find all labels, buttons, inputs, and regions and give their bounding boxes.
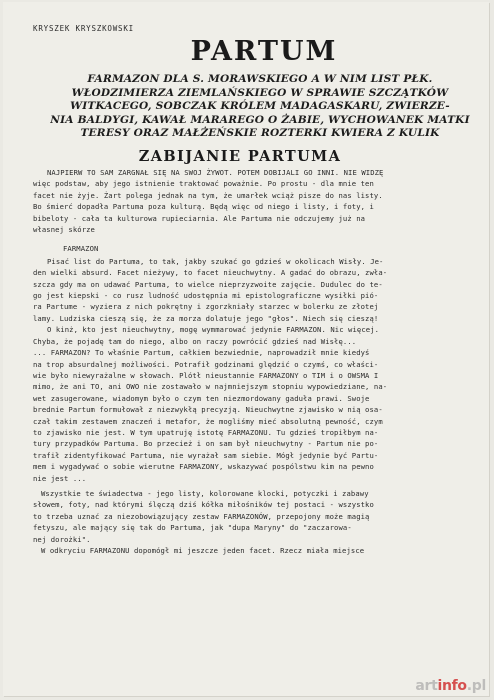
text-line: tury przypadków Partuma. Bo przecież i on sam był nieuchwytny - Partum nie po- [33,439,379,449]
intro-paragraph [33,167,483,235]
site-watermark [415,678,486,694]
subtitle-line: TERESY ORAZ MAŁŻEŃSKIE ROZTERKI KWIERA Z KULIK [80,127,440,139]
text-line: słowem, foty, nad którymi ślęczą dziś kółka miłośników tej postaci - wszystko [33,500,374,510]
text-line: wet zasugerowane, wiadomym było o czym ten niezmordowany gaduła prawi. Swoje [33,393,370,403]
text-line: więc podstaw, aby jego istnienie traktować poważnie. Po prostu - dla mnie ten [33,179,374,189]
text-line: czał takim zestawem znaczeń i metafor, że mogliśmy mieć absolutną pewność, czym [33,416,383,426]
text-line: brednie Partum formułował z niezwykłą precyzją. Nieuchwytne zjawisko w nią osa- [33,405,383,415]
subtitle-line: NIA BALDYGI, KAWAŁ MARAREGO O ŻABIE, WYCHOWANEK MATKI [50,113,470,126]
section-heading: FARMAZON [63,244,99,254]
watermark-prefix: art [415,678,438,694]
subtitle-line: FARMAZON DLA S. MORAWSKIEGO A W NIM LIST PŁK. [87,73,433,85]
section-title: ZABIJANIE PARTUMA [138,148,342,165]
text-line: własnej skórze [33,225,95,235]
text-line: Pisać list do Partuma, to tak, jakby szukać go gdzieś w okolicach Wisły. Je- [47,256,384,266]
closing-paragraph [33,488,483,545]
text-line: to trzeba uznać za niezobowiązujący zestaw FARMAZONÓW, przepojony może magią [33,511,370,521]
subtitle-line: WŁODZIMIERZA ZIEMLAŃSKIEGO W SPRAWIE SZCZĄTKÓW [71,86,449,99]
watermark-suffix: .pl [466,678,486,694]
text-line: bibeloty - cała ta kulturowa rupieciarnia. Ale Partuma nie odczujemy już na [33,213,366,223]
text-line: NAJPIERW TO SAM ZARGNAŁ SIĘ NA SWOJ ŻYWOT. POTEM DOBIJALI GO INNI. NIE WIDZĘ [47,168,384,177]
text-line: den wielki absurd. Facet nieżywy, to facet nieuchwytny. A gadać do obrazu, zwła- [33,268,388,278]
farmazon-paragraph [33,256,483,484]
text-line: go jest kiepski - co rusz ludność udostępnia mi epistolograficzne wysiłki pió- [33,291,379,301]
text-line: facet nie żyje. Żart polega jednak na tym, że umarłek wciąż pisze do nas listy. [33,190,383,200]
article-body [33,167,483,556]
subtitle-line: WITKACEGO, SOBCZAK KRÓLEM MADAGASKARU, ZWIERZE- [70,100,450,112]
text-line: lamy. Ludziska cieszą się, że za morza dolatuje jego "głos". Niech się cieszą! [33,313,379,323]
text-line: szcza gdy ma on udawać Partuma, to wielce nieprzyzwoite zajęcie. Dudulec do te- [33,279,383,289]
final-paragraph [33,545,483,556]
text-line: W odkryciu FARMAZONU dopomógł mi jeszcze jeden facet. Rzecz miała miejsce [41,546,365,555]
text-line: na trop absurdalnej możliwości. Potrafił godzinami ględzić o czymś, co właści- [33,359,379,369]
text-line: O kinż, kto jest nieuchwytny, mogę wymmarować jedynie FARMAZON. Nic więcej. [47,325,380,335]
watermark-accent: info [437,678,467,694]
text-line: nej dorożki". [33,534,91,544]
text-line: Bo śmierć dopadła Partuma poza kulturą. Będą więc od niego i listy, i foty, i [33,202,374,212]
text-line: mimo, że ani TO, ani OWO nie zostawało w najmniejszym stopniu wypowiedziane, na- [33,382,388,392]
text-line: Chyba, że pojadę tam do niego, albo on raczy powrócić gdzieś nad Wisłę... [33,336,357,346]
text-line: wie było niewyrażalne w słowach. Plótł nieustannie FARMAZONY o TIM i o OWSMA I [33,370,379,380]
text-line: nie jest ... [33,473,87,483]
document-title: PARTUM [190,36,338,67]
text-line: ... FARMAZON? To właśnie Partum, całkiem bezwiednie, naprowadził mnie kiedyś [33,348,370,358]
text-line: ra Partume - wyziera z nich pokrętny i zgorzkniały starzec w bolerku ze złotej [33,302,379,312]
author-name: KRYSZEK KRYSZKOWSKI [33,24,134,33]
text-line: trafił zidentyfikować Partuma, nie wyrażał sam siebie. Mógł jedynie być Partu- [33,450,379,460]
text-line: mem i wygadywać o sobie wierutne FARMAZONY, wskazywać pospólstwu kim na pewno [33,462,374,472]
subtitle-block [39,73,481,141]
text-line: fetyszu, ale mający się tak do Partuma, jak "dupa Maryny" do "zaczarowa- [33,523,352,533]
text-line: to zjawisko nie jest. W tym upatruję istotę FARMAZONU. Tu gdzieś tropiłbym na- [33,427,379,437]
text-line: Wszystkie te świadectwa - jego listy, kolorowane klocki, potyczki i zabawy [41,488,369,498]
document-page [3,2,489,696]
